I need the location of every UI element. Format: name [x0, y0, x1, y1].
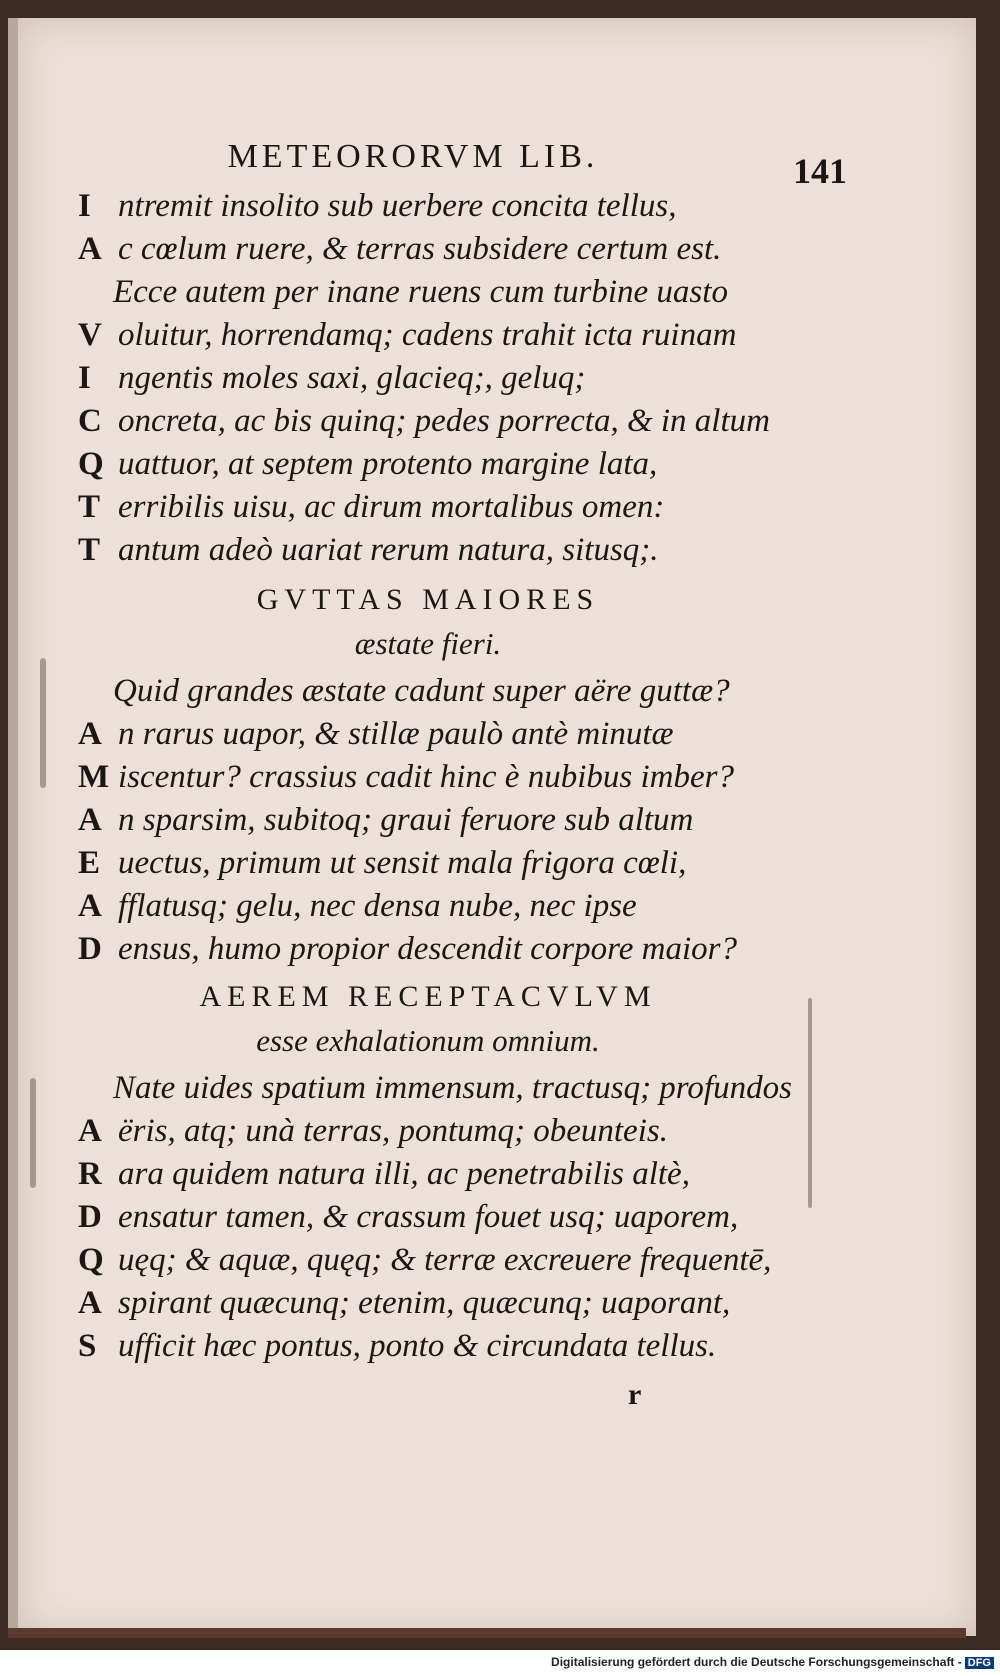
verse-line — [78, 759, 798, 801]
line-text: Quid grandes æstate cadunt super aëre guttæ? — [113, 673, 730, 709]
page-edge — [8, 1628, 966, 1638]
line-text: ufficit hæc pontus, ponto & circundata tellus. — [118, 1328, 717, 1364]
line-text: uattuor, at septem protento margine lata, — [118, 446, 658, 482]
credit-text: Digitalisierung gefördert durch die Deutsche Forschungsgemeinschaft - — [551, 1655, 962, 1669]
line-text: ëris, atq; unà terras, pontumq; obeunteis. — [118, 1113, 668, 1149]
line-initial: A — [78, 1285, 102, 1321]
verse-line — [78, 1113, 798, 1155]
line-text: erribilis uisu, ac dirum mortalibus omen: — [118, 489, 665, 525]
signature-mark: r — [628, 1378, 642, 1411]
line-initial: Q — [78, 446, 104, 482]
line-initial: C — [78, 403, 102, 439]
line-initial: I — [78, 360, 91, 396]
verse-line — [78, 532, 798, 574]
verse-line — [113, 673, 833, 715]
verse-line — [78, 489, 798, 531]
book-page — [8, 18, 976, 1636]
verse-line — [78, 716, 798, 758]
line-initial: D — [78, 931, 102, 967]
verse-line — [78, 360, 798, 402]
line-text: Nate uides spatium immensum, tractusq; profundos — [113, 1070, 792, 1106]
verse-line — [78, 1328, 798, 1370]
section-subheading: æstate fieri. — [354, 626, 502, 661]
line-initial: S — [78, 1328, 97, 1364]
section-heading: AEREM RECEPTACVLVM — [199, 980, 657, 1013]
line-initial: E — [78, 845, 101, 881]
line-text: c cœlum ruere, & terras subsidere certum est. — [118, 231, 722, 267]
line-text: oluitur, horrendamq; cadens trahit icta ruinam — [118, 317, 737, 353]
verse-line — [78, 403, 798, 445]
verse-line — [78, 1242, 798, 1284]
verse-line — [78, 231, 798, 273]
verse-line — [78, 931, 798, 973]
line-text: ensatur tamen, & crassum fouet usq; uaporem, — [118, 1199, 739, 1235]
dfg-logo: DFG — [965, 1657, 994, 1669]
line-initial: A — [78, 888, 102, 924]
digitization-credit — [551, 1655, 994, 1669]
verse-line — [78, 845, 798, 887]
verse-line — [78, 1199, 798, 1241]
section-heading: GVTTAS MAIORES — [256, 583, 600, 616]
margin-stroke — [40, 658, 46, 788]
line-initial: M — [78, 759, 110, 795]
line-initial: A — [78, 1113, 102, 1149]
line-initial: R — [78, 1156, 102, 1192]
verse-line — [113, 1070, 833, 1112]
line-text: ara quidem natura illi, ac penetrabilis altè, — [118, 1156, 690, 1192]
verse-line — [78, 446, 798, 488]
verse-line — [78, 1156, 798, 1198]
line-initial: D — [78, 1199, 102, 1235]
page-number: 141 — [793, 151, 847, 191]
line-initial: Q — [78, 1242, 104, 1278]
line-text: spirant quæcunq; etenim, quæcunq; uaporant, — [118, 1285, 731, 1321]
line-initial: V — [78, 317, 102, 353]
line-text: iscentur? crassius cadit hinc è nubibus imber? — [118, 759, 734, 795]
line-text: uęq; & aquæ, quęq; & terræ excreuere frequentē, — [118, 1242, 772, 1278]
margin-stroke — [30, 1078, 36, 1188]
line-text: fflatusq; gelu, nec densa nube, nec ipse — [118, 888, 637, 924]
line-text: uectus, primum ut sensit mala frigora cœli, — [118, 845, 687, 881]
verse-line — [78, 1285, 798, 1327]
line-text: ngentis moles saxi, glacieq;, geluq; — [118, 360, 586, 396]
line-initial: A — [78, 231, 102, 267]
section-subheading: esse exhalationum omnium. — [256, 1023, 600, 1058]
verse-line — [113, 274, 833, 316]
line-text: Ecce autem per inane ruens cum turbine uasto — [113, 274, 728, 310]
line-text: n rarus uapor, & stillæ paulò antè minutæ — [118, 716, 674, 752]
verse-line — [78, 888, 798, 930]
line-text: ntremit insolito sub uerbere concita tellus, — [118, 188, 677, 224]
line-initial: A — [78, 716, 102, 752]
line-initial: I — [78, 188, 91, 224]
line-initial: A — [78, 802, 102, 838]
line-text: n sparsim, subitoq; graui feruore sub altum — [118, 802, 694, 838]
verse-line — [78, 317, 798, 359]
line-text: ensus, humo propior descendit corpore maior? — [118, 931, 738, 967]
line-initial: T — [78, 489, 101, 525]
verse-line — [78, 188, 798, 230]
line-text: oncreta, ac bis quinq; pedes porrecta, & in altum — [118, 403, 770, 439]
line-text: antum adeò uariat rerum natura, situsq;. — [118, 532, 659, 568]
running-head: METEORORVM LIB. — [227, 138, 599, 175]
verse-line — [78, 802, 798, 844]
line-initial: T — [78, 532, 101, 568]
